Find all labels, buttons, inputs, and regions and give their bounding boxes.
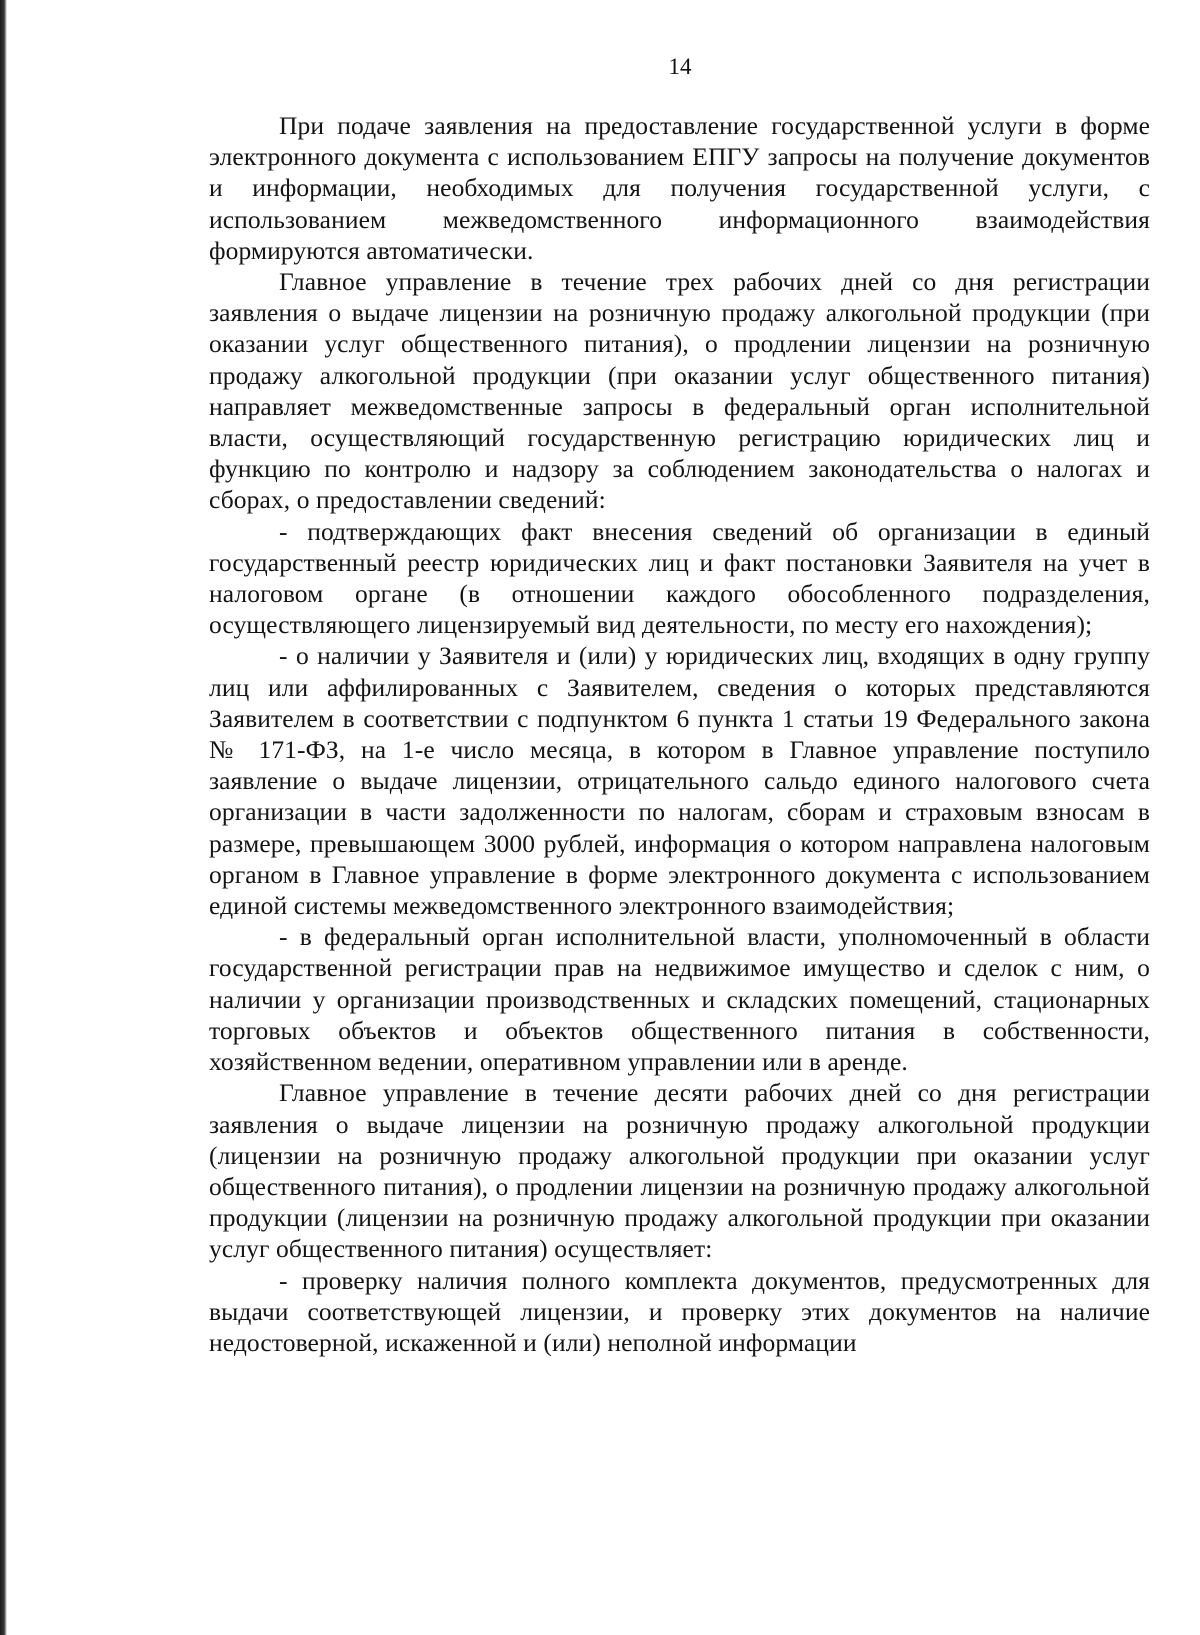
paragraph-three-days-requests: Главное управление в течение трех рабочих дней со дня регистрации заявления о выдаче лицензии на розничную продажу алкогольной продукции (при оказании услуг общественного питания), о продлении лицензии на розничную продажу алкогольной продукции (при оказании услуг общественного питания) направляет межведомственные запросы в федеральный орган исполнительной власти, осуществляющий государственную регистрацию юридических лиц и функцию по контролю и надзору за соблюдением законодательства о налогах и сборах, о предоставлении сведений:	[209, 267, 1150, 515]
list-item-registry-info: - подтверждающих факт внесения сведений об организации в единый государственный реестр юридических лиц и факт постановки Заявителя на учет в налоговом органе (в отношении каждого обособленного подразделения, осуществляющего лицензируемый вид деятельности, по месту его нахождения);	[209, 516, 1150, 640]
paragraph-ten-days-check: Главное управление в течение десяти рабочих дней со дня регистрации заявления о выдаче лицензии на розничную продажу алкогольной продукции (лицензии на розничную продажу алкогольной продукции при оказании услуг общественного питания), о продлении лицензии на розничную продажу алкогольной продукции (лицензии на розничную продажу алкогольной продукции при оказании услуг общественного питания) осуществляет:	[209, 1078, 1150, 1264]
document-body	[209, 110, 1150, 1358]
paragraph-epgu-requests: При подаче заявления на предоставление государственной услуги в форме электронного документа с использованием ЕПГУ запросы на получение документов и информации, необходимых для получения государственной услуги, с использованием межведомственного информационного взаимодействия формируются автоматически.	[209, 111, 1150, 265]
list-item-documents-check: - проверку наличия полного комплекта документов, предусмотренных для выдачи соответствующей лицензии, и проверку этих документов на наличие недостоверной, искаженной и (или) неполной информации	[209, 1265, 1150, 1357]
list-item-tax-debt: - о наличии у Заявителя и (или) у юридических лиц, входящих в одну группу лиц или аффилированных с Заявителем, сведения о которых представляются Заявителем в соответствии с подпунктом 6 пункта 1 статьи 19 Федерального закона № 171-ФЗ, на 1-е число месяца, в котором в Главное управление поступило заявление о выдаче лицензии, отрицательного сальдо единого налогового счета организации в части задолженности по налогам, сборам и страховым взносам в размере, превышающем 3000 рублей, информация о котором направлена налоговым органом в Главное управление в форме электронного документа с использованием единой системы межведомственного электронного взаимодействия;	[209, 641, 1150, 921]
list-item-property-rights: - в федеральный орган исполнительной власти, уполномоченный в области государственной регистрации прав на недвижимое имущество и сделок с ним, о наличии у организации производственных и складских помещений, стационарных торговых объектов и объектов общественного питания в собственности, хозяйственном ведении, оперативном управлении или в аренде.	[209, 922, 1150, 1077]
page-number: 14	[668, 54, 692, 79]
scan-edge-shadow	[0, 0, 7, 1635]
